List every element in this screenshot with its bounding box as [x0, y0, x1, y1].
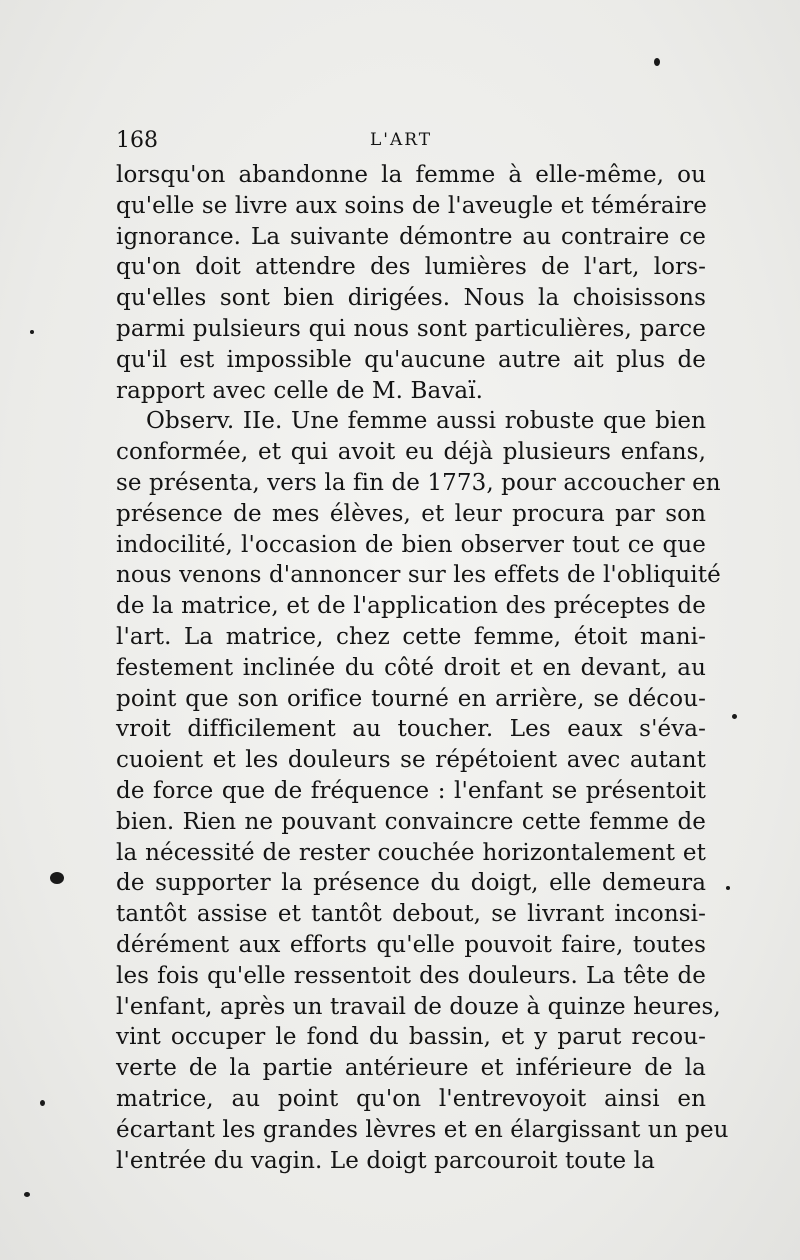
ink-speck [30, 330, 34, 334]
text-line: de force que de fréquence : l'enfant se présentoit [116, 777, 706, 804]
text-line: l'enfant, après un travail de douze à quinze heures, [116, 993, 721, 1020]
text-line: de la matrice, et de l'application des préceptes de [116, 593, 706, 620]
ink-speck [24, 1192, 30, 1197]
body-text [116, 160, 729, 1176]
text-line: vroit difficilement au toucher. Les eaux s'éva- [116, 716, 706, 743]
text-line: qu'elle se livre aux soins de l'aveugle et téméraire [116, 192, 707, 219]
text-line: présence de mes élèves, et leur procura par son [116, 500, 706, 527]
text-line: cuoient et les douleurs se répétoient avec autant [116, 747, 706, 774]
ink-speck [654, 58, 660, 66]
text-line: dérément aux efforts qu'elle pouvoit faire, toutes [116, 931, 706, 958]
ink-speck [732, 714, 737, 719]
ink-speck [726, 886, 730, 890]
text-line: vint occuper le fond du bassin, et y parut recou- [116, 1024, 706, 1051]
text-line: les fois qu'elle ressentoit des douleurs. La tête de [116, 962, 706, 989]
text-line: écartant les grandes lèvres et en élargissant un peu [116, 1116, 729, 1143]
text-line: bien. Rien ne pouvant convaincre cette femme de [116, 808, 706, 835]
ink-speck [50, 872, 64, 884]
text-line: lorsqu'on abandonne la femme à elle-même, ou [116, 162, 706, 188]
text-line: nous venons d'annoncer sur les effets de l'obliquité [116, 562, 721, 589]
text-line: ignorance. La suivante démontre au contraire ce [116, 223, 706, 250]
text-line: Observ. IIe. Une femme aussi robuste que bien [146, 408, 706, 435]
running-title: L'ART [370, 130, 433, 150]
text-line: qu'elles sont bien dirigées. Nous la choisissons [116, 285, 706, 312]
text-line: tantôt assise et tantôt debout, se livrant inconsi- [116, 901, 706, 928]
text-line: l'art. La matrice, chez cette femme, étoit mani- [116, 623, 706, 650]
text-line: la nécessité de rester couchée horizontalement et [116, 839, 706, 866]
text-line: qu'il est impossible qu'aucune autre ait plus de [116, 346, 706, 373]
text-line: qu'on doit attendre des lumières de l'art, lors- [116, 254, 706, 281]
text-line: rapport avec celle de M. Bavaï. [116, 377, 484, 404]
text-line: matrice, au point qu'on l'entrevoyoit ainsi en [116, 1085, 706, 1112]
text-line: de supporter la présence du doigt, elle demeura [116, 870, 706, 897]
text-line: conformée, et qui avoit eu déjà plusieurs enfans, [116, 439, 706, 466]
text-line: point que son orifice tourné en arrière, se décou- [116, 685, 706, 712]
text-line: verte de la partie antérieure et inférieure de la [116, 1055, 706, 1082]
text-line: festement inclinée du côté droit et en devant, au [116, 654, 706, 681]
page-header [116, 128, 700, 158]
text-line: l'entrée du vagin. Le doigt parcouroit toute la [116, 1147, 655, 1174]
ink-speck [40, 1100, 45, 1106]
text-line: se présenta, vers la fin de 1773, pour accoucher en [116, 469, 721, 496]
text-line: parmi pulsieurs qui nous sont particulières, parce [116, 315, 706, 342]
text-line: indocilité, l'occasion de bien observer tout ce que [116, 531, 706, 558]
page-number: 168 [116, 128, 158, 153]
